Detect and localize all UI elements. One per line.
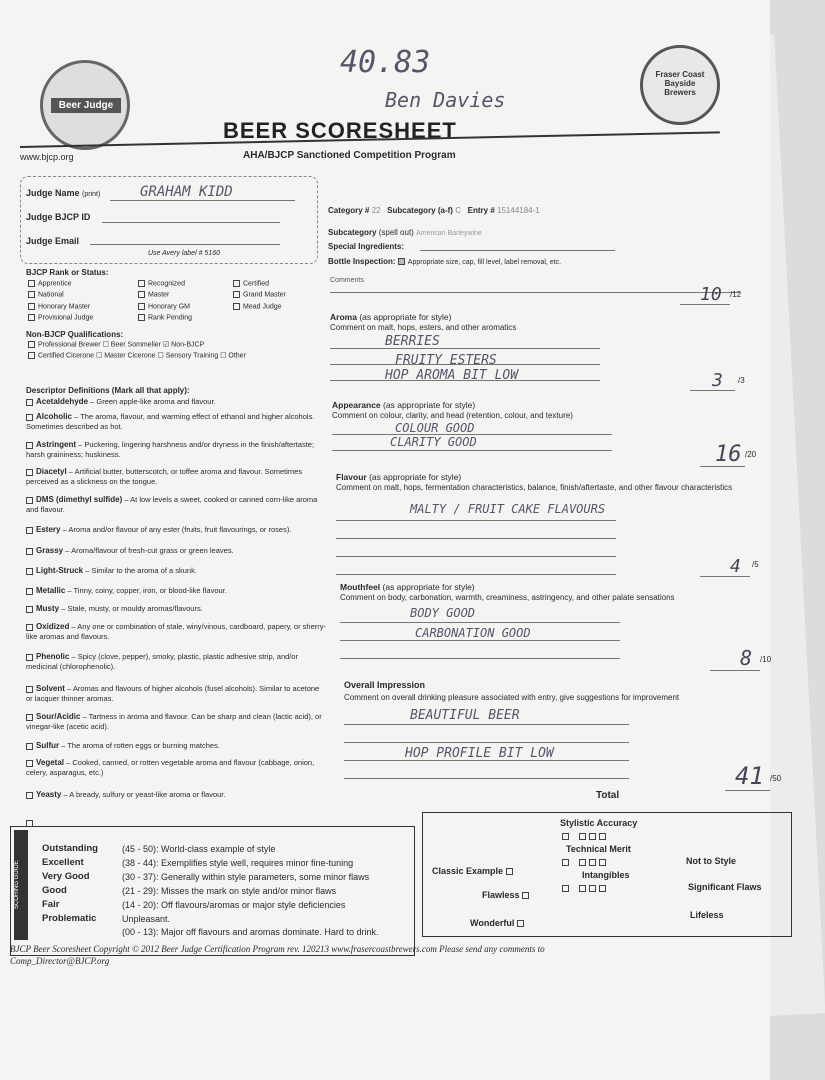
rank-honorary-gm[interactable]: Honorary GM	[138, 303, 233, 311]
overall-note-2: HOP PROFILE BIT LOW	[405, 746, 554, 761]
lifeless: Lifeless	[690, 910, 724, 920]
appearance-max: /3	[738, 376, 745, 385]
appearance-title: Appearance (as appropriate for style)	[332, 400, 476, 410]
rank-certified[interactable]: Certified	[233, 280, 318, 288]
descriptor-diacetyl[interactable]: Diacetyl – Artificial butter, butterscotch, or toffee aroma and flavour. Sometimes perceived as a slickness on the tongue.	[26, 467, 303, 486]
judge-email-label: Judge Email	[26, 236, 80, 246]
aroma-note-2: FRUITY ESTERS	[395, 353, 497, 368]
comments-field[interactable]	[330, 292, 740, 293]
descriptor-light-struck[interactable]: Light-Struck – Similar to the aroma of a skunk.	[26, 566, 326, 576]
handwritten-signature: Ben Davies	[385, 88, 506, 112]
rank-mead-judge[interactable]: Mead Judge	[233, 303, 318, 311]
rank-grid	[28, 280, 318, 323]
footer: BJCP Beer Scoresheet Copyright © 2012 Beer Judge Certification Program rev. 120213 www.frasercoastbrewers.com Please send any comments to Comp_Director@BJCP.org	[10, 944, 545, 966]
rank-label: BJCP Rank or Status:	[26, 268, 109, 277]
non-bjcp-row2: Certified Cicerone ☐ Master Cicerone ☐ Sensory Training ☐ Other	[28, 352, 246, 360]
descriptor-phenolic[interactable]: Phenolic – Spicy (clove, pepper), smoky, plastic, plastic adhesive strip, and/or medicinal (chlorophenolic).	[26, 652, 299, 671]
website: www.bjcp.org	[20, 152, 74, 162]
technical-merit-label: Technical Merit	[566, 844, 631, 854]
category-row: Category # 22 Subcategory (a-f) C Entry # 15144184-1	[328, 206, 540, 215]
rank-recognized[interactable]: Recognized	[138, 280, 233, 288]
special-ingredients-field[interactable]	[420, 250, 615, 251]
non-bjcp-label: Non-BJCP Qualifications:	[26, 330, 124, 339]
judge-name-value: GRAHAM KIDD	[140, 184, 233, 200]
aroma-note-3: HOP AROMA BIT LOW	[385, 368, 519, 383]
stylistic-accuracy-boxes[interactable]	[562, 832, 609, 841]
classic-example[interactable]: Classic Example	[432, 866, 516, 876]
judge-email-field[interactable]	[90, 244, 280, 245]
rank-pending[interactable]: Rank Pending	[138, 314, 233, 322]
total-label: Total	[596, 790, 620, 801]
descriptor-yeasty[interactable]: Yeasty – A bready, sulfury or yeast-like aroma or flavour.	[26, 790, 326, 800]
bottle-inspection-checkbox[interactable]	[398, 258, 405, 265]
descriptor-metallic[interactable]: Metallic – Tinny, coiny, copper, iron, or blood-like flavour.	[26, 586, 326, 596]
aroma-score: 10	[700, 284, 722, 305]
overall-note-1: BEAUTIFUL BEER	[410, 708, 520, 723]
descriptor-estery[interactable]: Estery – Aroma and/or flavour of any ester (fruits, fruit flavourings, or roses).	[26, 525, 326, 535]
bottle-inspection-row: Bottle Inspection: Appropriate size, cap, fill level, label removal, etc.	[328, 257, 562, 266]
fraser-coast-logo-text: Fraser Coast Bayside Brewers	[655, 70, 705, 97]
flavour-note-1: MALTY / FRUIT CAKE FLAVOURS	[410, 502, 606, 516]
not-to-style: Not to Style	[686, 856, 737, 866]
bjcp-logo	[40, 60, 130, 150]
aroma-desc: Comment on malt, hops, esters, and other aromatics	[330, 323, 517, 332]
mouthfeel-note-1: BODY GOOD	[410, 606, 476, 620]
judge-bjcp-id-field[interactable]	[102, 222, 280, 223]
appearance-score: 3	[712, 370, 723, 391]
total-max: /50	[770, 774, 782, 783]
appearance-note-2: CLARITY GOOD	[390, 435, 477, 449]
flavour-desc: Comment on malt, hops, fermentation characteristics, balance, finish/aftertaste, and other flavour characteristics	[336, 483, 733, 492]
appearance-note-1: COLOUR GOOD	[395, 421, 475, 435]
rank-national[interactable]: National	[28, 291, 138, 299]
subtitle: AHA/BJCP Sanctioned Competition Program	[243, 150, 456, 161]
overall-score: 8	[740, 646, 753, 670]
wonderful[interactable]: Wonderful	[470, 918, 527, 928]
descriptor-sour-acidic[interactable]: Sour/Acidic – Tartness in aroma and flavour. Can be sharp and clean (lactic acid), or vinegar-like (acetic acid).	[26, 712, 322, 731]
non-bjcp-row1: Professional Brewer ☐ Beer Sommelier ☑ Non-BJCP	[28, 341, 204, 349]
rank-grand-master[interactable]: Grand Master	[233, 291, 318, 299]
comments-label: Comments	[330, 277, 364, 284]
mouthfeel-desc: Comment on body, carbonation, warmth, creaminess, astringency, and other palate sensations	[340, 593, 675, 602]
special-ingredients-label: Special Ingredients:	[328, 242, 405, 251]
descriptor-vegetal[interactable]: Vegetal – Cooked, canned, or rotten vegetable aroma and flavour (cabbage, onion, celery, asparagus, etc.)	[26, 758, 315, 777]
flawless[interactable]: Flawless	[482, 890, 532, 900]
descriptor-acetaldehyde[interactable]: Acetaldehyde – Green apple-like aroma and flavour.	[26, 397, 326, 407]
intangibles-boxes[interactable]	[562, 884, 609, 893]
judge-bjcp-id-label: Judge BJCP ID	[26, 212, 91, 222]
descriptor-sulfur[interactable]: Sulfur – The aroma of rotten eggs or burning matches.	[26, 741, 326, 751]
judge-name-label: Judge Name (print)	[26, 188, 101, 198]
descriptor-grassy[interactable]: Grassy – Aroma/flavour of fresh-cut grass or green leaves.	[26, 546, 326, 556]
descriptor-astringent[interactable]: Astringent – Puckering, lingering harshness and/or dryness in the finish/aftertaste; harsh graininess; huskiness.	[26, 440, 315, 459]
scoring-level-names: Outstanding Excellent Very Good Good Fair Problematic	[42, 843, 98, 924]
scoring-guide-sidebar: SCORING GUIDE	[14, 830, 28, 940]
flavour-title: Flavour (as appropriate for style)	[336, 472, 462, 482]
handwritten-score: 40.83	[340, 45, 431, 80]
bjcp-logo-text: Beer Judge	[51, 98, 121, 113]
rank-apprentice[interactable]: Apprentice	[28, 280, 138, 288]
overall-title: Overall Impression	[344, 680, 426, 690]
stylistic-accuracy-label: Stylistic Accuracy	[560, 818, 638, 828]
total-score: 41	[735, 762, 764, 790]
descriptor-oxidized[interactable]: Oxidized – Any one or combination of stale, winy/vinous, cardboard, papery, or sherry-like aromas and flavours.	[26, 622, 327, 641]
descriptor-dms[interactable]: DMS (dimethyl sulfide) – At low levels a sweet, cooked or canned corn-like aroma and flavour.	[26, 495, 318, 514]
descriptor-solvent[interactable]: Solvent – Aromas and flavours of higher alcohols (fusel alcohols). Similar to acetone or lacquer thinner aromas.	[26, 684, 320, 703]
overall-desc: Comment on overall drinking pleasure associated with entry, give suggestions for improvement	[344, 693, 680, 702]
rank-honorary-master[interactable]: Honorary Master	[28, 303, 138, 311]
appearance-desc: Comment on colour, clarity, and head (retention, colour, and texture)	[332, 411, 573, 420]
aroma-note-1: BERRIES	[385, 334, 440, 349]
subcategory-spell-row: Subcategory (spell out) American Barleywine	[328, 228, 482, 237]
mouthfeel-note-2: CARBONATION GOOD	[415, 626, 531, 640]
technical-merit-boxes[interactable]	[562, 858, 609, 867]
mouthfeel-title: Mouthfeel (as appropriate for style)	[340, 582, 475, 592]
significant-flaws: Significant Flaws	[688, 882, 762, 892]
descriptors-title: Descriptor Definitions (Mark all that apply):	[26, 386, 190, 395]
fraser-coast-logo	[640, 45, 720, 125]
descriptor-alcoholic[interactable]: Alcoholic – The aroma, flavour, and warming effect of ethanol and higher alcohols. Sometimes described as hot.	[26, 412, 315, 431]
descriptor-musty[interactable]: Musty – Stale, musty, or mouldy aromas/flavours.	[26, 604, 326, 614]
intangibles-label: Intangibles	[582, 870, 630, 880]
flavour-score: 16	[715, 442, 742, 467]
rank-master[interactable]: Master	[138, 291, 233, 299]
page-title: BEER SCORESHEET	[223, 118, 457, 143]
mouthfeel-max: /5	[752, 560, 759, 569]
scoring-level-descs: (45 - 50): World-class example of style (38 - 44): Exemplifies style well, requires minor fine-tuning (30 - 37): Generally within style parameters, some minor flaws (21 - 29): Misses the mark on style and/or minor flaws (14 - 20): Off flavours/aromas or major style deficiencies Unpleasant. (00 - 13): Major off flavours and aromas dominate. Hard to drink.	[122, 844, 379, 937]
aroma-max: /12	[730, 290, 742, 299]
rank-provisional[interactable]: Provisional Judge	[28, 314, 138, 322]
mouthfeel-score: 4	[730, 556, 741, 577]
overall-max: /10	[760, 655, 772, 664]
avery-hint: Use Avery label # 5160	[148, 250, 220, 257]
aroma-title: Aroma (as appropriate for style)	[330, 312, 452, 322]
flavour-max: /20	[745, 450, 757, 459]
